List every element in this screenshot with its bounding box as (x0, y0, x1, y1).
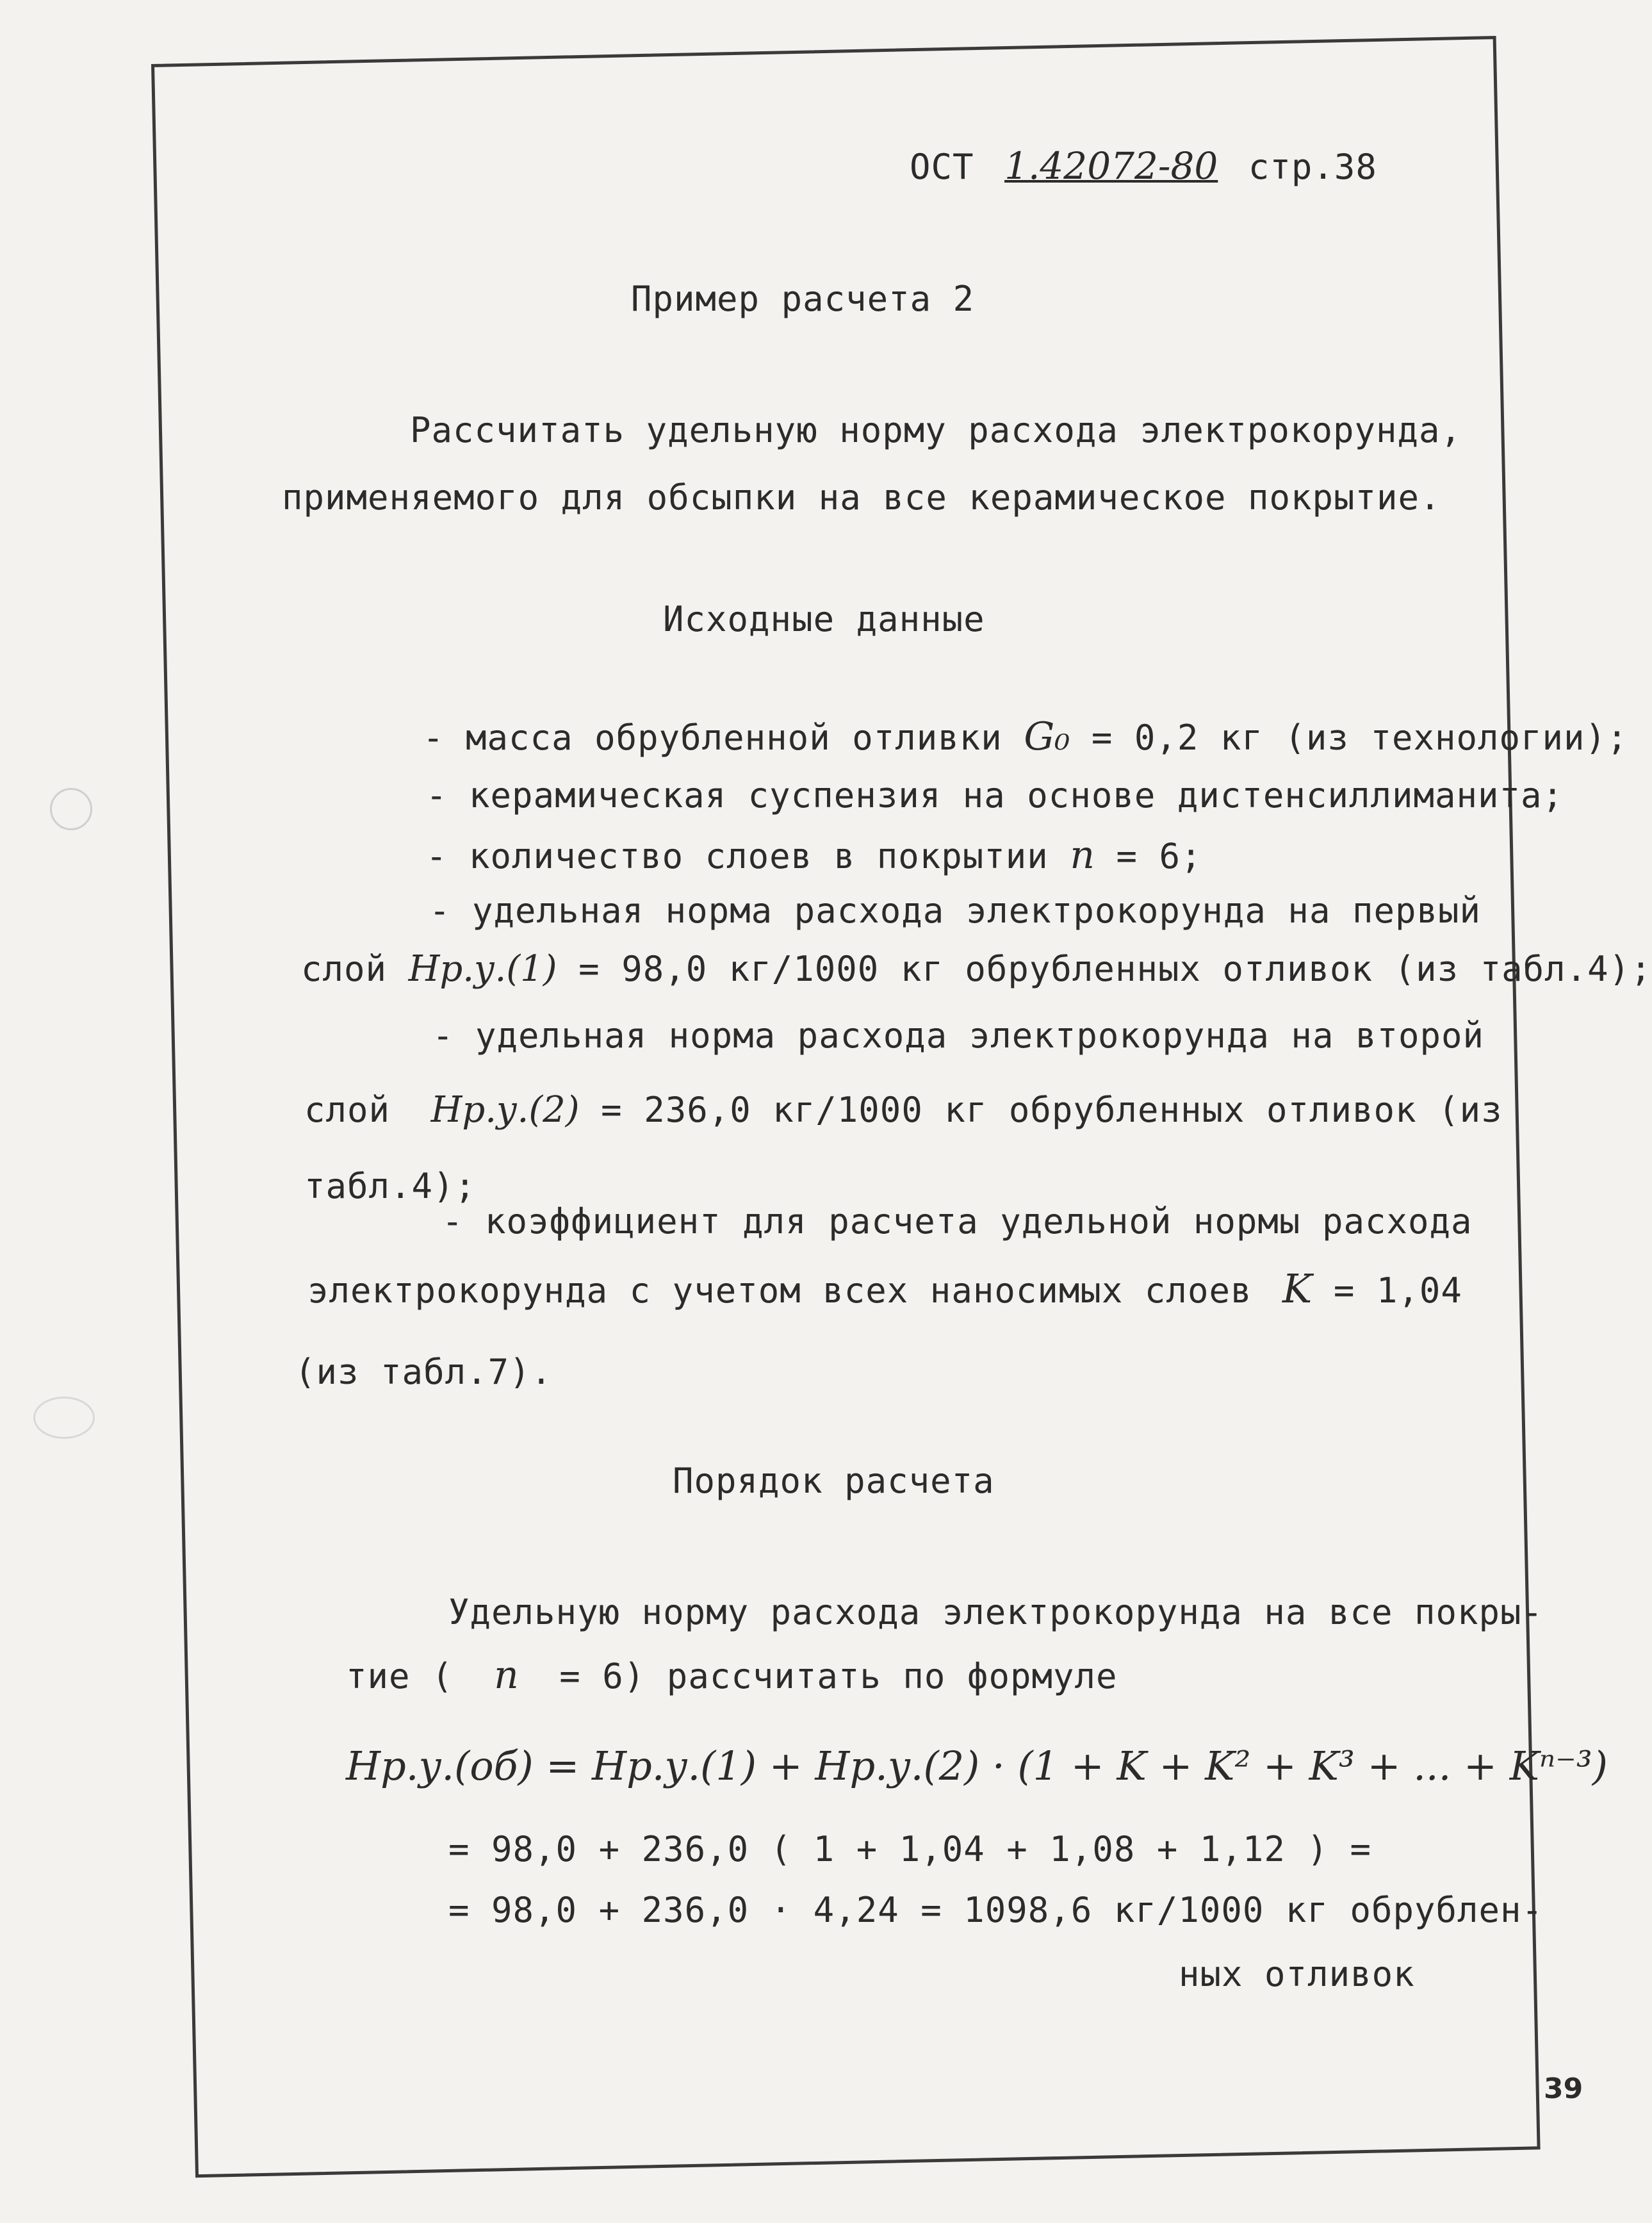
intro-line-1: Рассчитать удельную норму расхода электрокорунда, (410, 410, 1462, 450)
second-layer-symbol: Hр.у.(2) (430, 1089, 580, 1131)
handwritten-formula: Hр.у.(об) = Hр.у.(1) + Hр.у.(2) · (1 + K + K² + K³ + ... + Kⁿ⁻³) (346, 1743, 1608, 1789)
coef-symbol: K (1282, 1265, 1313, 1312)
order-line-1: Удельную норму расхода электрокорунда на все покры- (448, 1592, 1544, 1632)
layers-symbol: n (1070, 833, 1095, 878)
page-title: Пример расчета 2 (631, 279, 975, 319)
punch-hole-mark (33, 1397, 95, 1439)
calculation-order-heading: Порядок расчета (673, 1461, 995, 1501)
formula-line-1: = 98,0 + 236,0 ( 1 + 1,04 + 1,08 + 1,12 ) = (448, 1829, 1371, 1869)
source-second-line-2: слой Hр.у.(2) = 236,0 кг/1000 кг обрубленных отливок (из (304, 1089, 1503, 1131)
ost-label: ОСТ (910, 147, 974, 187)
source-data-heading: Исходные данные (663, 599, 985, 639)
formula-line-3: ных отливок (1179, 1954, 1415, 1994)
source-second-line-1: - удельная норма расхода электрокорунда на второй (432, 1015, 1485, 1056)
punch-hole-mark (50, 788, 92, 830)
formula-line-2: = 98,0 + 236,0 · 4,24 = 1098,6 кг/1000 кг обрублен- (448, 1890, 1544, 1930)
source-layers: - количество слоев в покрытии n = 6; (426, 833, 1202, 878)
source-first-line-2: слой Hр.у.(1) = 98,0 кг/1000 кг обрубленных отливок (из табл.4); (301, 948, 1652, 990)
first-layer-symbol: Hр.у.(1) (408, 948, 557, 990)
intro-line-2: применяемого для обсыпки на все керамическое покрытие. (282, 477, 1441, 518)
source-suspension: - керамическая суспензия на основе дистенсиллиманита; (426, 775, 1564, 816)
source-first-line-1: - удельная норма расхода электрокорунда на первый (429, 890, 1482, 931)
mass-symbol: G₀ (1024, 714, 1070, 759)
source-coef-line-2: электрокорунда с учетом всех наносимых слоев K = 1,04 (307, 1265, 1462, 1312)
source-mass: - масса обрубленной отливки G₀ = 0,2 кг (из технологии); (423, 714, 1628, 759)
source-second-line-3: табл.4); (304, 1166, 477, 1206)
order-n-symbol: n (494, 1653, 519, 1698)
ost-number: 1.42072-80 (1004, 144, 1218, 188)
edge-page-number: 39 (1544, 2072, 1583, 2105)
source-coef-line-1: - коэффициент для расчета удельной нормы расхода (442, 1201, 1473, 1242)
source-coef-line-3: (из табл.7). (295, 1352, 553, 1392)
order-line-2: тие ( n = 6) рассчитать по формуле (346, 1653, 1118, 1698)
document-header (910, 144, 1377, 188)
page-label: стр.38 (1248, 147, 1377, 187)
